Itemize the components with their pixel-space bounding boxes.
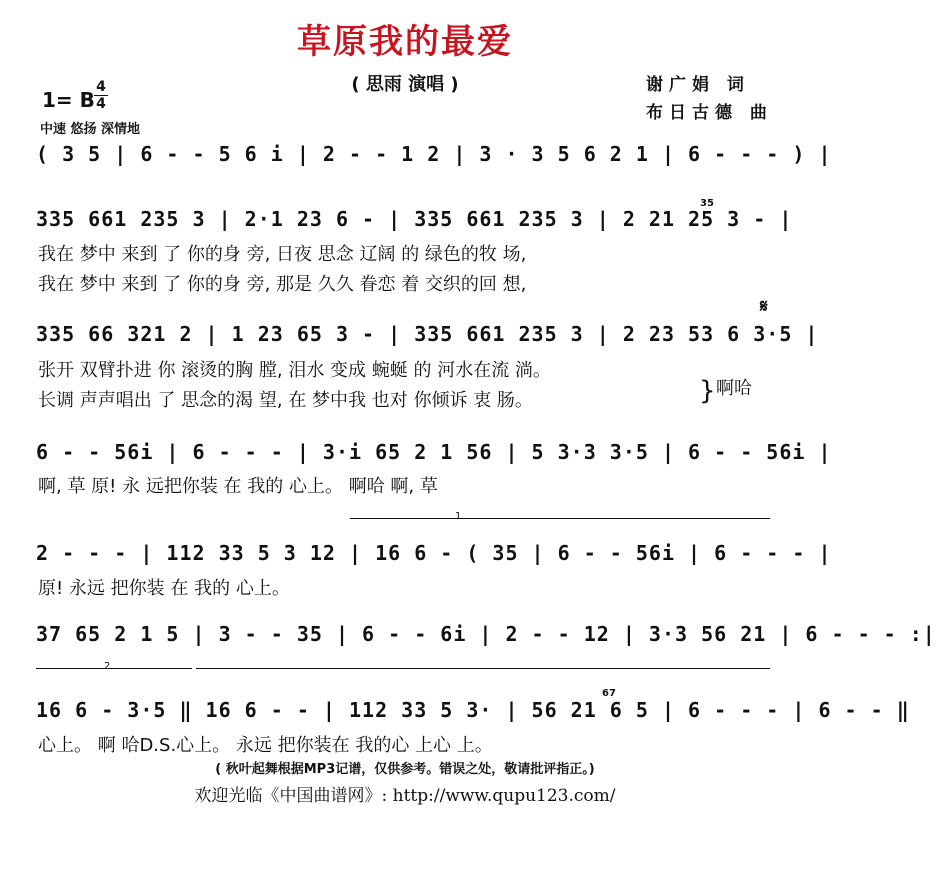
time-signature-top: 4 [96,79,106,95]
lyrics-line-7: 心上。 啊 哈D.S.心上。 永远 把你装在 我的心 上心 上。 [38,735,493,756]
score-line-1: ( 3 5 | 6 - - 5 6 i | 2 - - 1 2 | 3 · 3 5 6 2 1 | 6 - - - ) | [36,142,832,166]
verse-bracket: } [699,376,716,406]
lyrics-line-4: 啊, 草 原! 永 远把你装 在 我的 心上。 啊哈 啊, 草 [38,476,438,497]
key-signature: 1= B [42,88,95,112]
singer-credit: ( 思雨 演唱 ) [351,74,459,95]
time-signature [94,80,108,111]
time-signature-bottom: 4 [96,96,106,112]
score-line-2: 335 661 235 3 | 2·1 23 6 - | 335 661 235 3 | 2 21 25 3 - | [36,207,793,231]
segno-sign: 𝄋 [760,296,768,317]
grace-note-35: 35 [700,198,714,209]
score-line-7: 16 6 - 3·5 ‖ 16 6 - - | 112 33 5 3· | 56 21 6 5 | 6 - - - | 6 - - ‖ [36,698,910,722]
lyrics-line-3-verse-2: 长调 声声唱出 了 思念的渴 望, 在 梦中我 也对 你倾诉 衷 肠。 [38,390,533,411]
volta-2-bracket [36,668,192,669]
lyrics-line-5: 原! 永远 把你装 在 我的 心上。 [38,578,290,599]
coda-bracket [196,668,770,669]
score-line-6: 37 65 2 1 5 | 3 - - 35 | 6 - - 6i | 2 - - 12 | 3·3 56 21 | 6 - - - :| [36,622,936,646]
lyrics-line-2-verse-2: 我在 梦中 来到 了 你的身 旁, 那是 久久 眷恋 着 交织的回 想, [38,274,527,295]
score-line-3: 335 66 321 2 | 1 23 65 3 - | 335 661 235 3 | 2 23 53 6 3·5 | [36,322,819,346]
volta-1-bracket [350,518,770,519]
composer-credit: 布日古德 曲 [646,103,773,123]
lyrics-line-2-verse-1: 我在 梦中 来到 了 你的身 旁, 日夜 思念 辽阔 的 绿色的牧 场, [38,244,527,265]
score-line-4: 6 - - 56i | 6 - - - | 3·i 65 2 1 56 | 5 3·3 3·5 | 6 - - 56i | [36,440,832,464]
grace-note-67: 67 [602,688,616,699]
tempo-marking: 中速 悠扬 深情地 [40,122,141,137]
transcription-note: ( 秋叶起舞根据MP3记谱，仅供参考。错误之处，敬请批评指正。) [215,762,595,777]
lyrics-line-3-side: 啊哈 [716,378,752,399]
song-title: 草原我的最爱 [297,22,513,62]
volta-1-number: 1 [455,511,462,522]
volta-2-number: 2 [104,661,111,672]
site-credit: 欢迎光临《中国曲谱网》: http://www.qupu123.com/ [194,786,616,806]
lyricist-credit: 谢广娟 词 [646,75,750,95]
score-line-5: 2 - - - | 112 33 5 3 12 | 16 6 - ( 35 | 6 - - 56i | 6 - - - | [36,541,832,565]
lyrics-line-3-verse-1: 张开 双臂扑进 你 滚烫的胸 膛, 泪水 变成 蜿蜒 的 河水在流 淌。 [38,360,551,381]
